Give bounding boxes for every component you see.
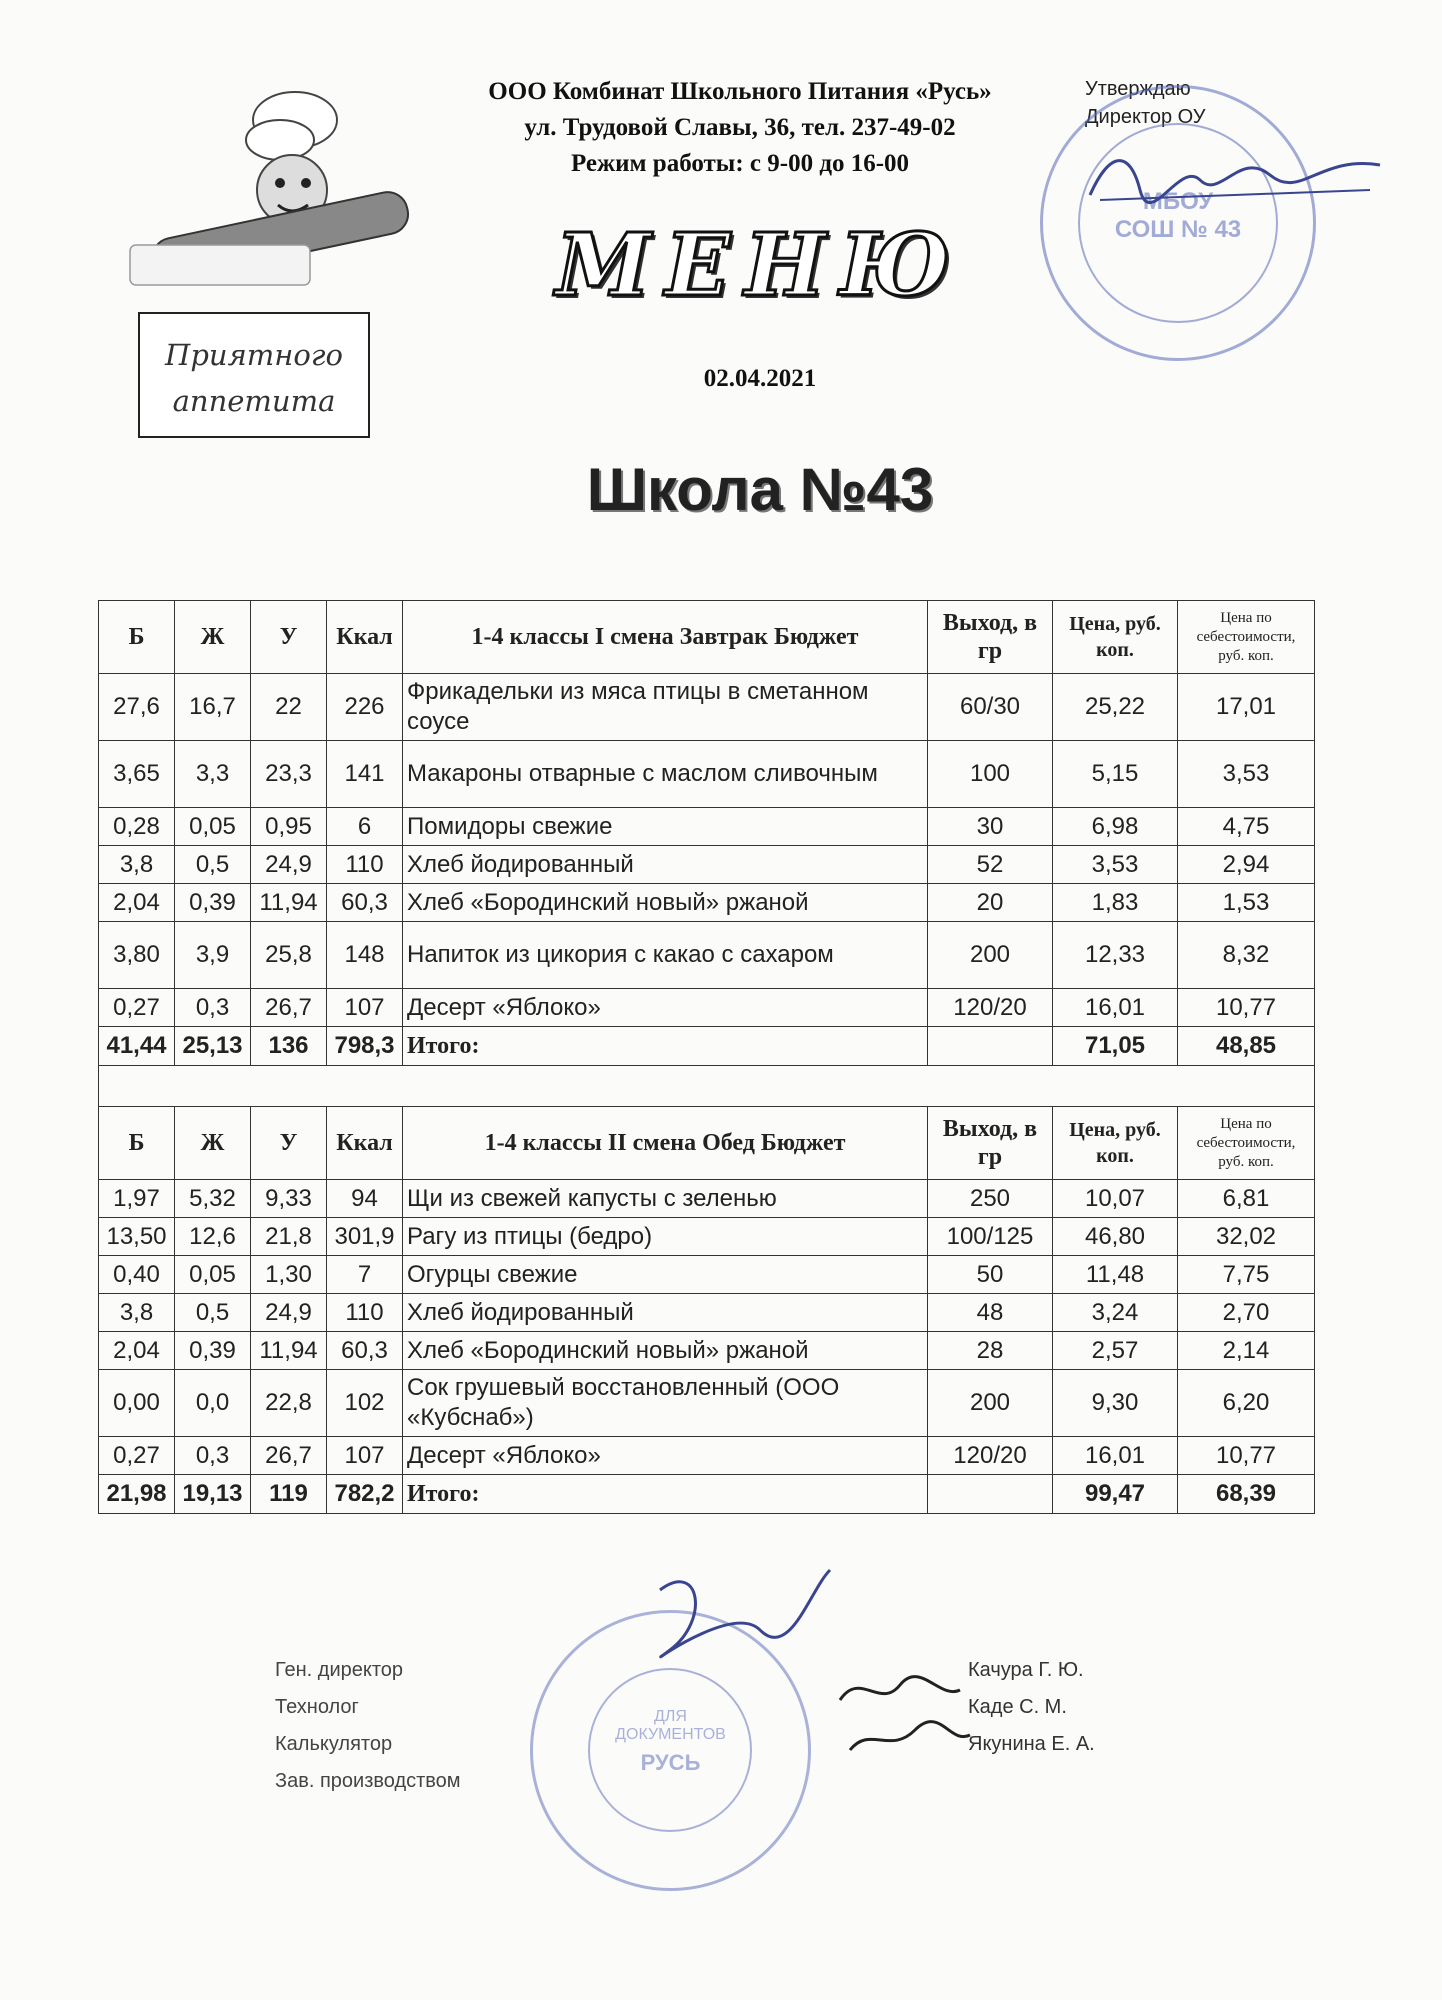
cell-price: 5,15 — [1053, 741, 1178, 808]
total-u: 119 — [251, 1475, 327, 1514]
cell-kcal: 141 — [327, 741, 403, 808]
cell-u: 26,7 — [251, 1437, 327, 1475]
cell-output: 200 — [928, 1370, 1053, 1437]
cell-u: 1,30 — [251, 1256, 327, 1294]
cell-kcal: 60,3 — [327, 1332, 403, 1370]
cell-output: 48 — [928, 1294, 1053, 1332]
section-spacer — [99, 1066, 1315, 1107]
cell-zh: 0,39 — [175, 884, 251, 922]
cell-output: 20 — [928, 884, 1053, 922]
cell-price: 6,98 — [1053, 808, 1178, 846]
cell-cost: 7,75 — [1178, 1256, 1315, 1294]
cell-dish: Щи из свежей капусты с зеленью — [403, 1180, 928, 1218]
col-zh: Ж — [175, 601, 251, 674]
cell-dish: Хлеб йодированный — [403, 846, 928, 884]
cell-dish: Десерт «Яблоко» — [403, 989, 928, 1027]
cell-output: 30 — [928, 808, 1053, 846]
cell-kcal: 6 — [327, 808, 403, 846]
cell-output: 52 — [928, 846, 1053, 884]
table-row — [99, 674, 1315, 741]
col-zh: Ж — [175, 1107, 251, 1180]
cell-zh: 0,3 — [175, 1437, 251, 1475]
cell-kcal: 110 — [327, 846, 403, 884]
cell-zh: 0,5 — [175, 1294, 251, 1332]
cell-dish: Помидоры свежие — [403, 808, 928, 846]
table-row — [99, 1256, 1315, 1294]
total-label: Итого: — [403, 1475, 928, 1514]
table-row — [99, 922, 1315, 989]
cell-b: 3,65 — [99, 741, 175, 808]
cell-cost: 32,02 — [1178, 1218, 1315, 1256]
cell-zh: 12,6 — [175, 1218, 251, 1256]
cell-price: 3,53 — [1053, 846, 1178, 884]
cell-kcal: 94 — [327, 1180, 403, 1218]
total-output-empty — [928, 1475, 1053, 1514]
cell-b: 2,04 — [99, 884, 175, 922]
cell-zh: 16,7 — [175, 674, 251, 741]
cell-cost: 17,01 — [1178, 674, 1315, 741]
cell-cost: 3,53 — [1178, 741, 1315, 808]
cell-kcal: 110 — [327, 1294, 403, 1332]
cell-b: 0,00 — [99, 1370, 175, 1437]
handwritten-signatures — [560, 1560, 980, 1760]
company-stamp-text-1: ДЛЯ — [654, 1708, 687, 1725]
cell-u: 22,8 — [251, 1370, 327, 1437]
company-header — [440, 74, 1040, 182]
col-kcal: Ккал — [327, 1107, 403, 1180]
cell-output: 100/125 — [928, 1218, 1053, 1256]
name-kade: Каде С. М. — [968, 1696, 1067, 1718]
company-address: ул. Трудовой Славы, 36, тел. 237-49-02 — [524, 114, 956, 141]
breakfast-total-row — [99, 1027, 1315, 1066]
cell-price: 2,57 — [1053, 1332, 1178, 1370]
cell-output: 28 — [928, 1332, 1053, 1370]
col-b: Б — [99, 601, 175, 674]
appetite-line-2: аппетита — [172, 384, 336, 418]
cell-b: 27,6 — [99, 674, 175, 741]
cell-dish: Сок грушевый восстановленный (ООО «Кубснаб») — [403, 1370, 928, 1437]
cell-zh: 0,5 — [175, 846, 251, 884]
total-cost: 68,39 — [1178, 1475, 1315, 1514]
cell-dish: Огурцы свежие — [403, 1256, 928, 1294]
cell-u: 24,9 — [251, 1294, 327, 1332]
cell-cost: 4,75 — [1178, 808, 1315, 846]
cell-u: 9,33 — [251, 1180, 327, 1218]
cell-zh: 0,05 — [175, 808, 251, 846]
table-row — [99, 1437, 1315, 1475]
cell-kcal: 226 — [327, 674, 403, 741]
cell-dish: Хлеб йодированный — [403, 1294, 928, 1332]
total-cost: 48,85 — [1178, 1027, 1315, 1066]
cell-price: 12,33 — [1053, 922, 1178, 989]
cell-u: 25,8 — [251, 922, 327, 989]
cell-kcal: 301,9 — [327, 1218, 403, 1256]
name-kachura: Качура Г. Ю. — [968, 1659, 1084, 1681]
role-gen-director: Ген. директор — [275, 1659, 404, 1681]
cell-u: 11,94 — [251, 884, 327, 922]
table-row — [99, 1218, 1315, 1256]
signature-names — [968, 1652, 1095, 1763]
cell-dish: Макароны отварные с маслом сливочным — [403, 741, 928, 808]
cell-zh: 0,39 — [175, 1332, 251, 1370]
school-stamp — [1040, 85, 1316, 361]
cell-price: 11,48 — [1053, 1256, 1178, 1294]
cell-u: 11,94 — [251, 1332, 327, 1370]
col-cost: Цена по себестоимости, руб. коп. — [1178, 1107, 1315, 1180]
cell-dish: Фрикадельки из мяса птицы в сметанном соусе — [403, 674, 928, 741]
total-b: 41,44 — [99, 1027, 175, 1066]
director-signature — [1080, 140, 1390, 210]
cell-cost: 2,94 — [1178, 846, 1315, 884]
table-row — [99, 741, 1315, 808]
school-name: Школа №43 — [586, 456, 934, 523]
cell-u: 22 — [251, 674, 327, 741]
cell-cost: 2,14 — [1178, 1332, 1315, 1370]
cell-zh: 3,3 — [175, 741, 251, 808]
chef-illustration — [120, 85, 420, 310]
cell-kcal: 7 — [327, 1256, 403, 1294]
cell-price: 9,30 — [1053, 1370, 1178, 1437]
cell-kcal: 60,3 — [327, 884, 403, 922]
cell-price: 46,80 — [1053, 1218, 1178, 1256]
cell-kcal: 107 — [327, 989, 403, 1027]
company-name: ООО Комбинат Школьного Питания «Русь» — [488, 78, 992, 105]
menu-date: 02.04.2021 — [703, 365, 817, 392]
menu-table — [98, 600, 1315, 1514]
menu-title: МЕНЮ — [555, 215, 965, 316]
breakfast-header-row — [99, 601, 1315, 674]
cell-cost: 10,77 — [1178, 1437, 1315, 1475]
col-output: Выход, в гр — [928, 1107, 1053, 1180]
cell-cost: 1,53 — [1178, 884, 1315, 922]
name-yakunina: Якунина Е. А. — [968, 1733, 1095, 1755]
cell-output: 250 — [928, 1180, 1053, 1218]
role-production-head: Зав. производством — [275, 1770, 461, 1792]
table-row — [99, 808, 1315, 846]
cell-output: 100 — [928, 741, 1053, 808]
cell-b: 2,04 — [99, 1332, 175, 1370]
cell-b: 0,27 — [99, 989, 175, 1027]
cell-cost: 10,77 — [1178, 989, 1315, 1027]
col-b: Б — [99, 1107, 175, 1180]
total-kcal: 782,2 — [327, 1475, 403, 1514]
approve-label: Утверждаю — [1085, 78, 1191, 100]
role-technologist: Технолог — [275, 1696, 359, 1718]
col-price: Цена, руб. коп. — [1053, 601, 1178, 674]
cell-b: 3,8 — [99, 1294, 175, 1332]
col-price: Цена, руб. коп. — [1053, 1107, 1178, 1180]
cell-b: 13,50 — [99, 1218, 175, 1256]
cell-b: 1,97 — [99, 1180, 175, 1218]
breakfast-title: 1-4 классы I смена Завтрак Бюджет — [403, 601, 928, 674]
table-row — [99, 1294, 1315, 1332]
school-stamp-text-1: МБОУ — [1142, 188, 1214, 215]
cell-dish: Хлеб «Бородинский новый» ржаной — [403, 1332, 928, 1370]
total-output-empty — [928, 1027, 1053, 1066]
cell-dish: Рагу из птицы (бедро) — [403, 1218, 928, 1256]
cell-output: 120/20 — [928, 989, 1053, 1027]
cell-zh: 0,3 — [175, 989, 251, 1027]
cell-cost: 6,20 — [1178, 1370, 1315, 1437]
cell-zh: 0,05 — [175, 1256, 251, 1294]
cell-b: 3,8 — [99, 846, 175, 884]
cell-b: 3,80 — [99, 922, 175, 989]
cell-price: 16,01 — [1053, 989, 1178, 1027]
lunch-title: 1-4 классы II смена Обед Бюджет — [403, 1107, 928, 1180]
cell-kcal: 102 — [327, 1370, 403, 1437]
cell-u: 26,7 — [251, 989, 327, 1027]
total-price: 99,47 — [1053, 1475, 1178, 1514]
col-u: У — [251, 1107, 327, 1180]
cell-zh: 0,0 — [175, 1370, 251, 1437]
col-output: Выход, в гр — [928, 601, 1053, 674]
cell-cost: 6,81 — [1178, 1180, 1315, 1218]
cell-b: 0,40 — [99, 1256, 175, 1294]
cell-kcal: 107 — [327, 1437, 403, 1475]
cell-output: 120/20 — [928, 1437, 1053, 1475]
company-hours: Режим работы: с 9-00 до 16-00 — [570, 150, 910, 177]
cell-dish: Десерт «Яблоко» — [403, 1437, 928, 1475]
table-row — [99, 1332, 1315, 1370]
cell-u: 23,3 — [251, 741, 327, 808]
total-u: 136 — [251, 1027, 327, 1066]
cell-price: 16,01 — [1053, 1437, 1178, 1475]
appetite-line-1: Приятного — [165, 338, 343, 372]
cell-b: 0,28 — [99, 808, 175, 846]
company-stamp-text-2: ДОКУМЕНТОВ — [615, 1726, 726, 1743]
cell-kcal: 148 — [327, 922, 403, 989]
cell-cost: 2,70 — [1178, 1294, 1315, 1332]
cell-dish: Хлеб «Бородинский новый» ржаной — [403, 884, 928, 922]
cell-cost: 8,32 — [1178, 922, 1315, 989]
total-zh: 25,13 — [175, 1027, 251, 1066]
table-row — [99, 1180, 1315, 1218]
table-row — [99, 884, 1315, 922]
total-kcal: 798,3 — [327, 1027, 403, 1066]
cell-price: 25,22 — [1053, 674, 1178, 741]
total-b: 21,98 — [99, 1475, 175, 1514]
appetite-sign — [138, 312, 370, 438]
col-cost: Цена по себестоимости, руб. коп. — [1178, 601, 1315, 674]
cell-dish: Напиток из цикория с какао с сахаром — [403, 922, 928, 989]
total-price: 71,05 — [1053, 1027, 1178, 1066]
cell-output: 200 — [928, 922, 1053, 989]
table-row — [99, 846, 1315, 884]
cell-zh: 3,9 — [175, 922, 251, 989]
lunch-header-row — [99, 1107, 1315, 1180]
cell-output: 50 — [928, 1256, 1053, 1294]
cell-u: 21,8 — [251, 1218, 327, 1256]
role-calculator: Калькулятор — [275, 1733, 393, 1755]
cell-u: 24,9 — [251, 846, 327, 884]
lunch-total-row — [99, 1475, 1315, 1514]
approve-director: Директор ОУ — [1085, 106, 1206, 128]
cell-zh: 5,32 — [175, 1180, 251, 1218]
cell-output: 60/30 — [928, 674, 1053, 741]
col-kcal: Ккал — [327, 601, 403, 674]
cell-u: 0,95 — [251, 808, 327, 846]
table-row — [99, 1370, 1315, 1437]
company-stamp-text-3: РУСЬ — [640, 1750, 701, 1775]
cell-price: 1,83 — [1053, 884, 1178, 922]
table-row — [99, 989, 1315, 1027]
cell-price: 3,24 — [1053, 1294, 1178, 1332]
cell-b: 0,27 — [99, 1437, 175, 1475]
cell-price: 10,07 — [1053, 1180, 1178, 1218]
total-zh: 19,13 — [175, 1475, 251, 1514]
total-label: Итого: — [403, 1027, 928, 1066]
col-u: У — [251, 601, 327, 674]
signature-roles — [275, 1652, 461, 1800]
school-stamp-text-2: СОШ № 43 — [1114, 216, 1242, 243]
